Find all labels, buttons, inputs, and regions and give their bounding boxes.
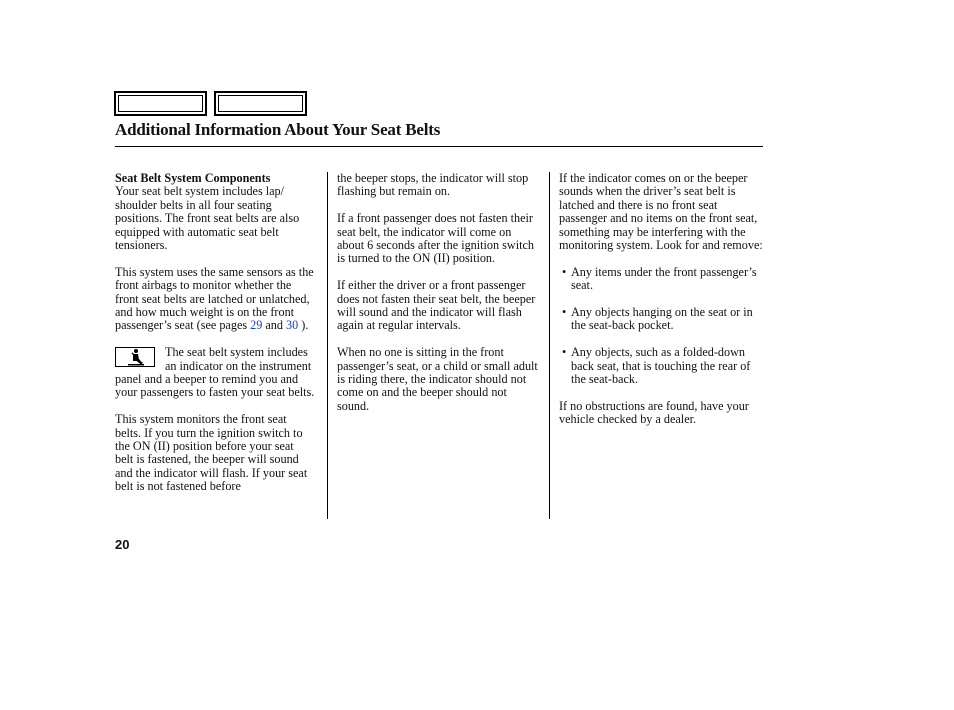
previous-page-button[interactable] [114, 91, 207, 116]
page-reference-link[interactable]: 30 [286, 318, 299, 333]
page-title: Additional Information About Your Seat Belts [115, 120, 441, 139]
column-right [559, 172, 764, 440]
column-middle [337, 172, 538, 427]
paragraph: If a front passenger does not fasten their seat belt, the indicator will come on about 6 seconds after the ignition switch is turned to the ON (II) position. [337, 211, 534, 266]
title-divider [115, 146, 763, 147]
column-left [115, 172, 315, 507]
paragraph: When no one is sitting in the front passenger’s seat, or a child or small adult is riding there, the indicator should not come on and the beeper should not sound. [337, 345, 538, 413]
paragraph: If either the driver or a front passenger does not fasten their seat belt, the beeper will sound and the indicator will flash again at regular intervals. [337, 278, 536, 333]
next-page-button[interactable] [214, 91, 307, 116]
list-item: • Any objects, such as a folded-down back seat, that is touching the rear of the seat-back. [559, 346, 764, 386]
column-divider [327, 172, 328, 519]
list-item: • Any items under the front passenger’s seat. [559, 266, 764, 293]
paragraph: The seat belt system includes an indicator on the instrument panel and a beeper to remind you and your passengers to fasten your seat belts. [115, 345, 315, 400]
page-number: 20 [115, 537, 130, 552]
list-item: • Any objects hanging on the seat or in the seat-back pocket. [559, 306, 764, 333]
section-block [115, 172, 315, 252]
paragraph: If no obstructions are found, have your vehicle checked by a dealer. [559, 398, 749, 427]
paragraph: Your seat belt system includes lap/ shoulder belts in all four seating positions. The front seat belts are also equipped with automatic seat belt tensioners. [115, 184, 300, 253]
paragraph-text: ). [298, 318, 309, 333]
seatbelt-reminder-icon [115, 347, 155, 367]
paragraph: the beeper stops, the indicator will stop flashing but remain on. [337, 171, 529, 199]
paragraph: This system monitors the front seat belts. If you turn the ignition switch to the ON (II) position before your seat belt is fastened, the beeper will sound and the indicator will flash. If your seat belt is not fastened before [115, 412, 308, 494]
bullet-list [559, 266, 764, 387]
paragraph-text: This system uses the same sensors as the front airbags to monitor whether the front seat belts are latched or unlatched, and how much weight is on the front passenger’s seat (see pages [115, 264, 314, 333]
indicator-paragraph [115, 346, 315, 400]
paragraph: If the indicator comes on or the beeper sounds when the driver’s seat belt is latched and there is no front seat passenger and no items on the front seat, something may be interfering with the monitoring system. Look for and remove: [559, 171, 763, 253]
paragraph-with-references [115, 266, 315, 333]
page-reference-link[interactable]: 29 [250, 318, 263, 333]
paragraph-text: and [262, 318, 287, 333]
column-divider [549, 172, 550, 519]
section-heading: Seat Belt System Components [115, 171, 271, 185]
